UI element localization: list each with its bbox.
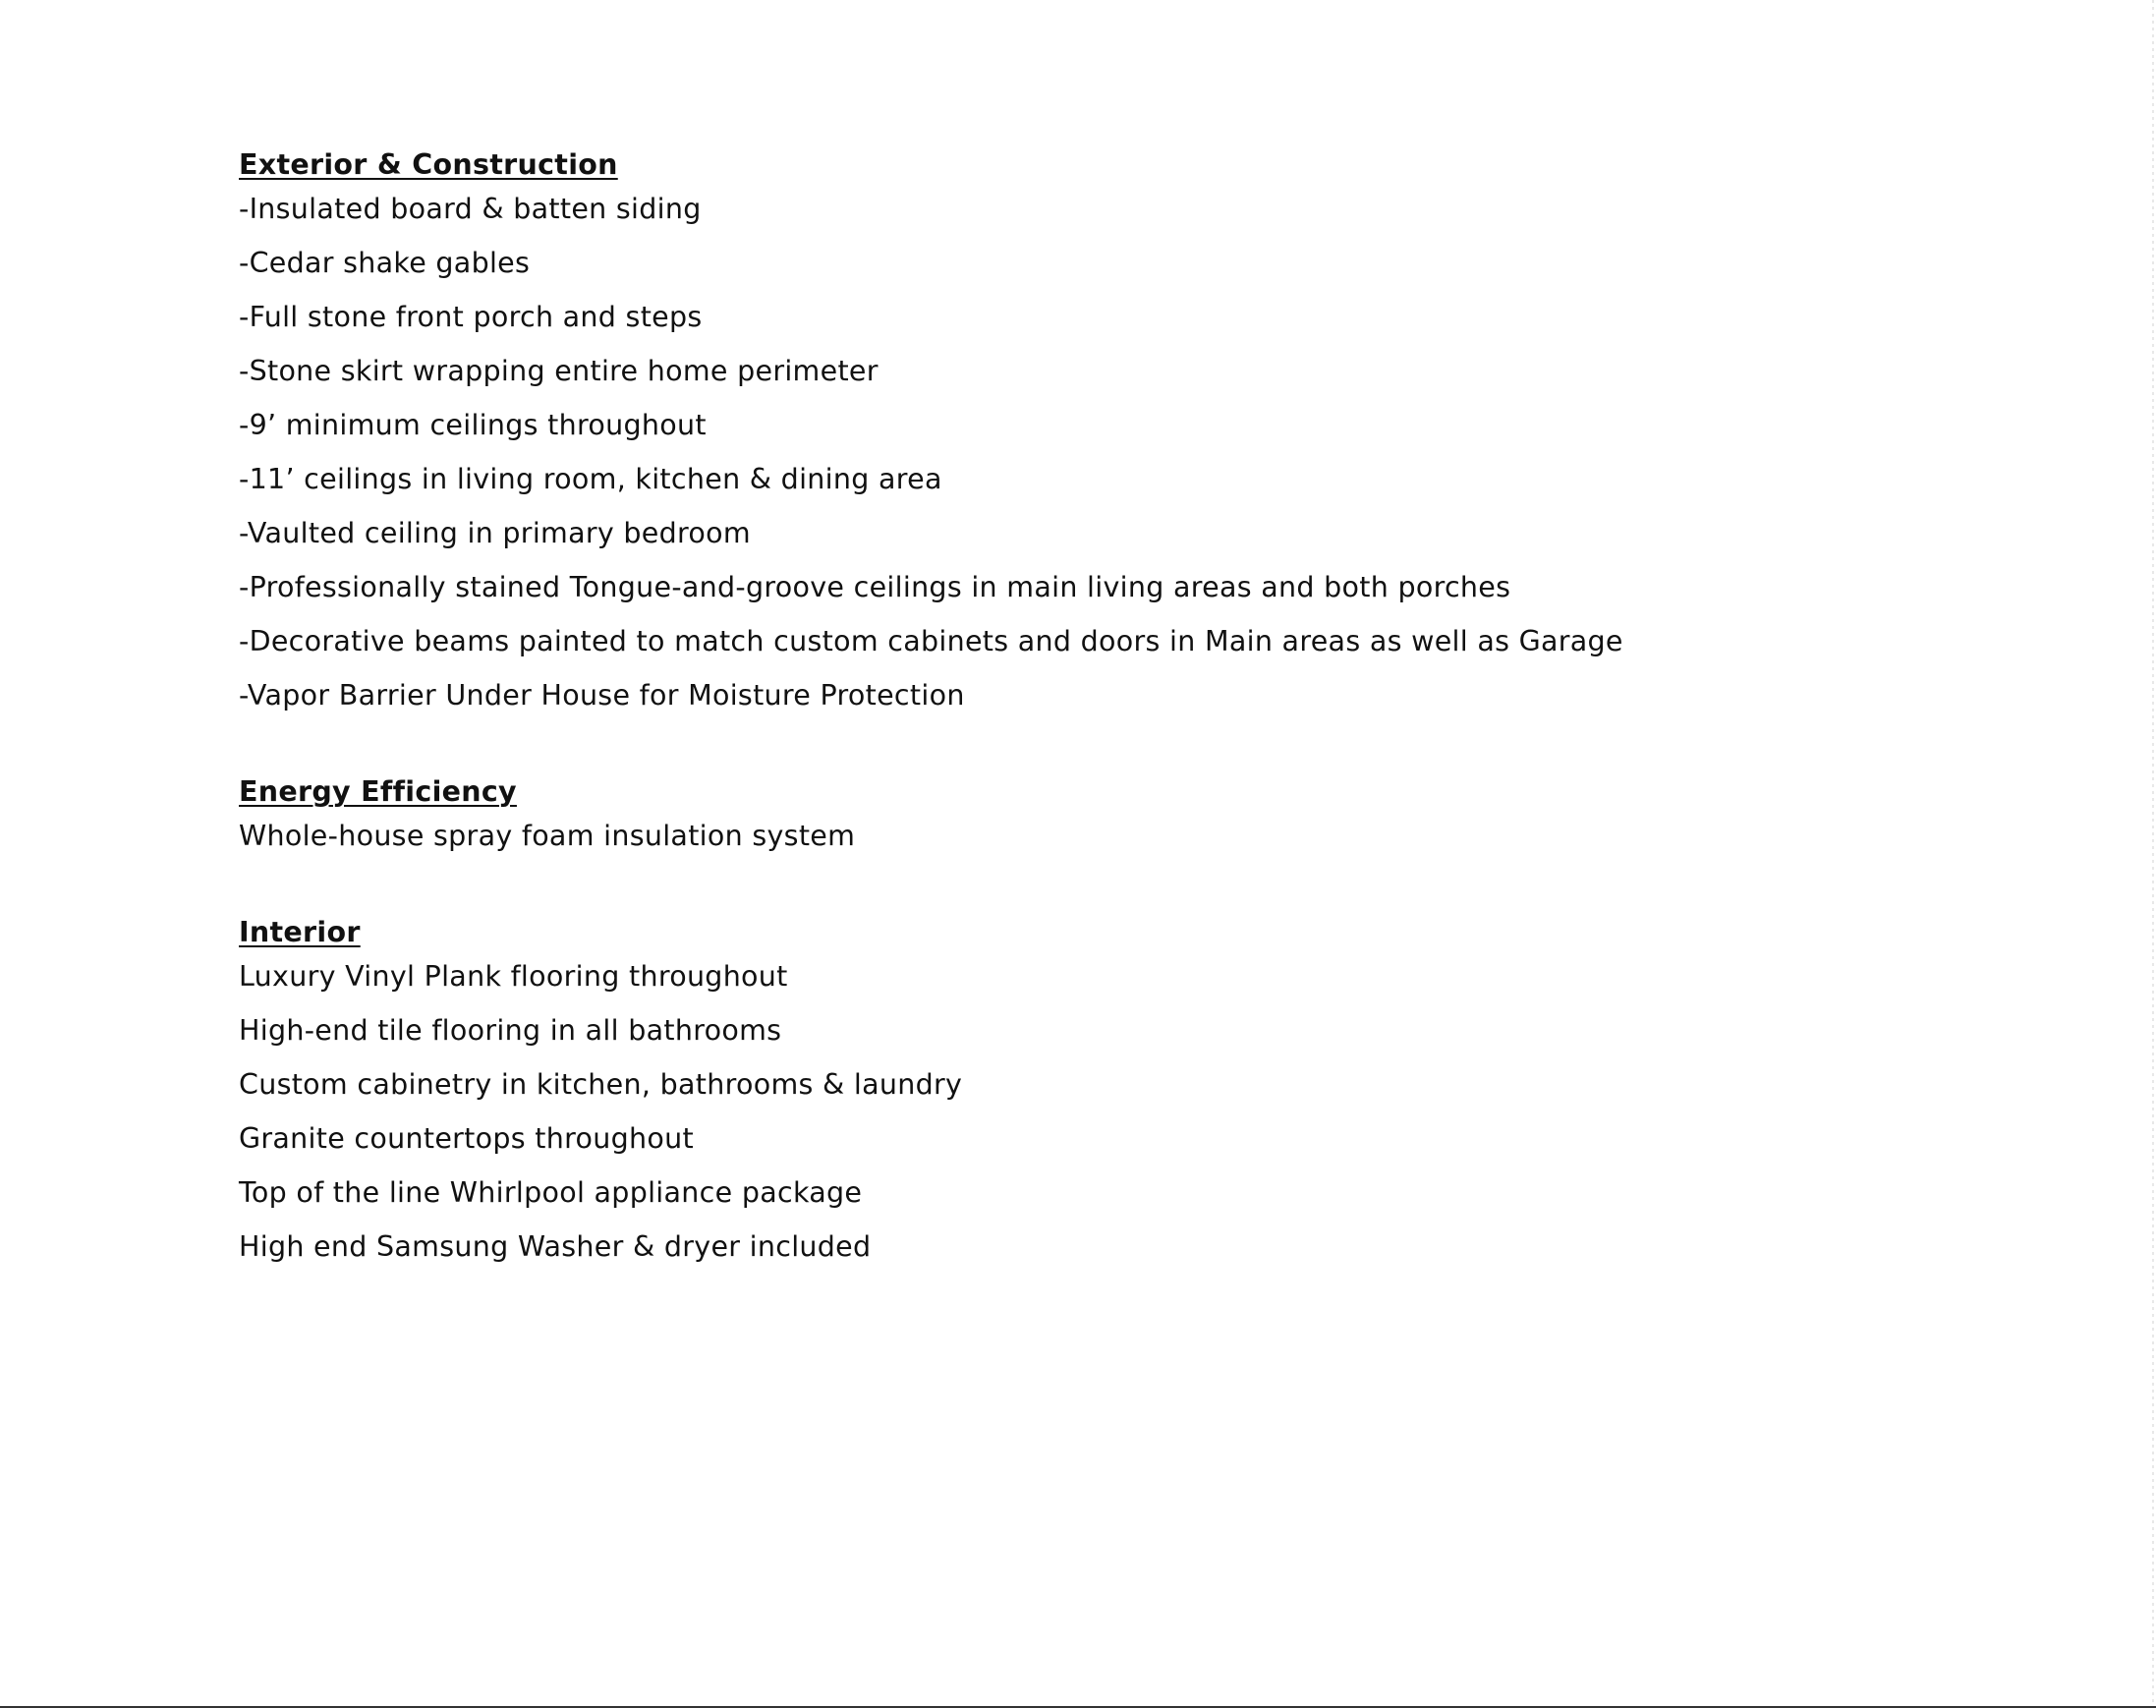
list-item: -9’ minimum ceilings throughout (239, 409, 707, 441)
list-item: High end Samsung Washer & dryer included (239, 1230, 872, 1263)
list-item: -Vaulted ceiling in primary bedroom (239, 517, 751, 549)
feature-list (239, 819, 1850, 854)
section-energy-efficiency (239, 765, 1850, 854)
list-item: Top of the line Whirlpool appliance package (239, 1176, 863, 1209)
list-item: -Full stone front porch and steps (239, 301, 703, 333)
list-item: -Professionally stained Tongue-and-groove ceilings in main living areas and both porches (239, 571, 1511, 603)
section-exterior-construction (239, 138, 1850, 713)
document-content (239, 138, 1850, 1283)
section-interior (239, 905, 1850, 1265)
page-edge-right (2152, 0, 2154, 1708)
list-item: Custom cabinetry in kitchen, bathrooms & laundry (239, 1068, 963, 1101)
list-item: -Decorative beams painted to match custom cabinets and doors in Main areas as well as Garage (239, 625, 1623, 657)
list-item: Whole-house spray foam insulation system (239, 820, 856, 852)
list-item: -Vapor Barrier Under House for Moisture Protection (239, 679, 965, 712)
section-heading: Interior (239, 916, 361, 948)
section-heading: Energy Efficiency (239, 775, 517, 808)
list-item: -Stone skirt wrapping entire home perimeter (239, 355, 879, 387)
list-item: High-end tile flooring in all bathrooms (239, 1014, 782, 1047)
list-item: Luxury Vinyl Plank flooring throughout (239, 960, 788, 993)
list-item: -Insulated board & batten siding (239, 193, 702, 225)
feature-list (239, 959, 1850, 1265)
list-item: Granite countertops throughout (239, 1122, 694, 1155)
section-heading: Exterior & Construction (239, 148, 618, 181)
feature-list (239, 192, 1850, 713)
list-item: -Cedar shake gables (239, 247, 531, 279)
list-item: -11’ ceilings in living room, kitchen & dining area (239, 463, 942, 495)
